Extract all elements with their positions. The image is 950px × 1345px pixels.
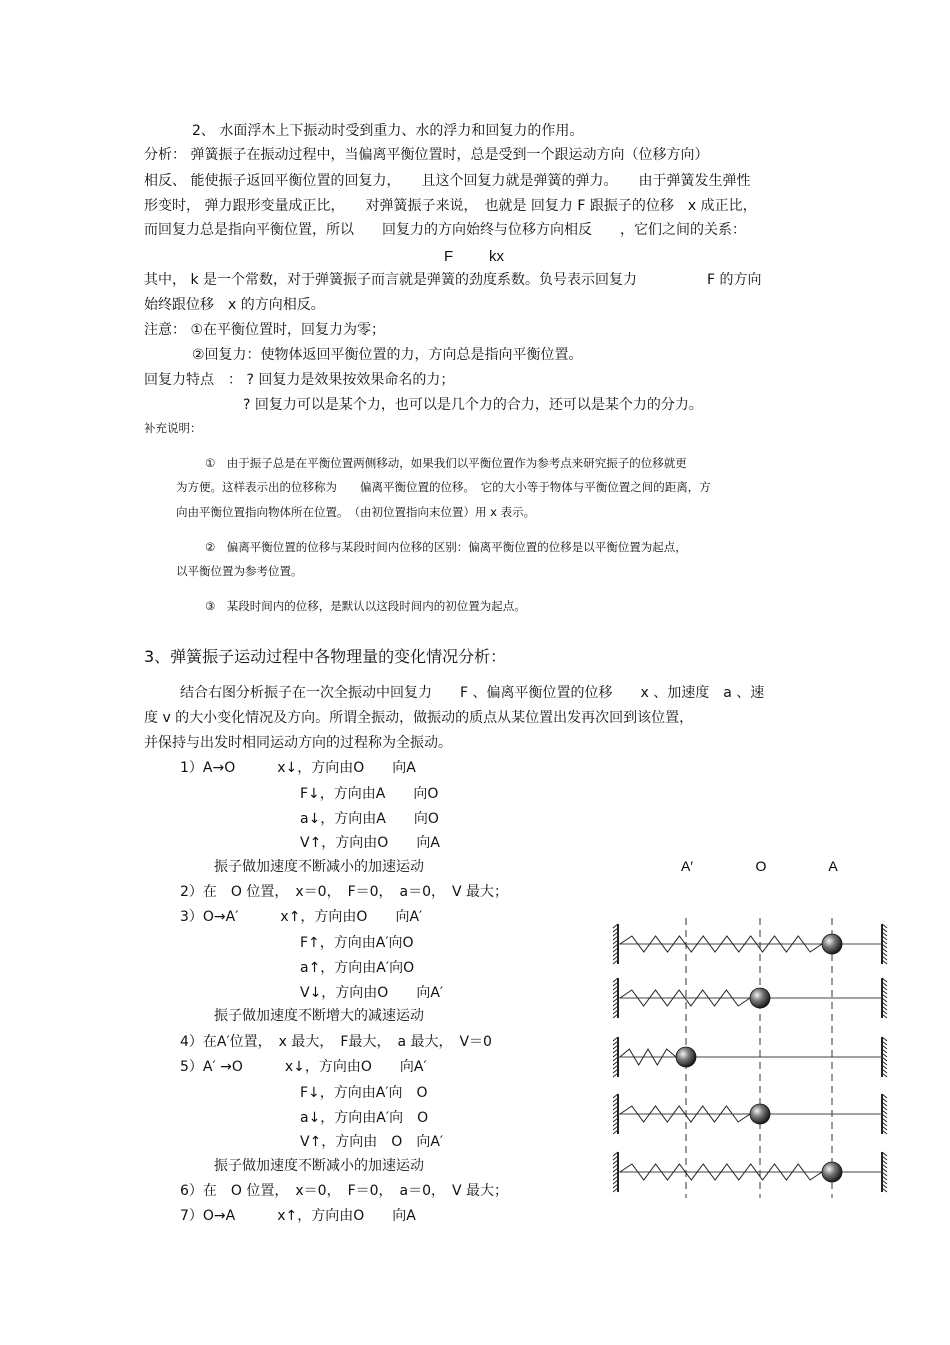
supplement-title: 补充说明： (144, 421, 202, 435)
step-line: 振子做加速度不断减小的加速运动 (214, 859, 424, 875)
supplement-line: 以平衡位置为参考位置。 (176, 564, 303, 578)
step-line: V↑，方向由 O 向A′ (300, 1134, 444, 1150)
oscillator-ball (676, 1047, 696, 1067)
supplement-line: ③ 某段时间内的位移，是默认以这段时间内的初位置为起点。 (205, 599, 526, 613)
formula-F: F (444, 248, 454, 265)
note-line: ? 回复力可以是某个力，也可以是几个力的合力，还可以是某个力的分力。 (243, 397, 703, 413)
section-heading: 3、弹簧振子运动过程中各物理量的变化情况分析： (144, 647, 507, 666)
note-line: 回复力特点 ： ? 回复力是效果按效果命名的力； (144, 372, 455, 388)
step-line: 振子做加速度不断增大的减速运动 (214, 1008, 424, 1024)
spring-oscillator-diagram (600, 855, 910, 1200)
step-line: 1）A→O x↓，方向由O 向A (180, 760, 416, 776)
analysis-line: 而回复力总是指向平衡位置，所以 回复力的方向始终与位移方向相反 ，它们之间的关系： (144, 222, 746, 238)
item-2: 2、 水面浮木上下振动时受到重力、水的浮力和回复力的作用。 (192, 123, 584, 139)
explain-line: 其中， k 是一个常数，对于弹簧振子而言就是弹簧的劲度系数。负号表示回复力 F 的方向 (144, 272, 762, 288)
step-line: V↑，方向由O 向A (300, 835, 440, 851)
spring (620, 936, 822, 952)
oscillator-ball (822, 1162, 842, 1182)
supplement-line: 向由平衡位置指向物体所在位置。 （由初位置指向末位置）用 x 表示。 (176, 505, 536, 519)
step-line: F↑，方向由A′向O (300, 935, 414, 951)
step-line: 振子做加速度不断减小的加速运动 (214, 1158, 424, 1174)
step-line: 4）在A′位置， x 最大， F最大， a 最大， V＝0 (180, 1034, 492, 1050)
step-line: 7）O→A x↑，方向由O 向A (180, 1208, 416, 1224)
supplement-line: ① 由于振子总是在平衡位置两侧移动，如果我们以平衡位置作为参考点来研究振子的位移就更 (205, 456, 687, 470)
supplement-line: 为方便。这样表示出的位移称为 偏离平衡位置的位移。 它的大小等于物体与平衡位置之间的距离，方 (176, 480, 711, 494)
step-line: 5）A′ →O x↓，方向由O 向A′ (180, 1059, 427, 1075)
note-line: 注意： ①在平衡位置时，回复力为零； (144, 322, 385, 338)
analysis-line: 相反、 能使振子返回平衡位置的回复力， 且这个回复力就是弹簧的弹力。 由于弹簧发生弹性 (144, 173, 751, 189)
explain-line: 始终跟位移 x 的方向相反。 (144, 297, 325, 313)
oscillator-ball (750, 988, 770, 1008)
section-paragraph: 并保持与出发时相同运动方向的过程称为全振动。 (144, 735, 452, 751)
note-line: ②回复力：使物体返回平衡位置的力，方向总是指向平衡位置。 (192, 347, 583, 363)
label-o: O (755, 858, 767, 874)
formula-kx: kx (489, 248, 504, 265)
analysis-line: 形变时， 弹力跟形变量成正比， 对弹簧振子来说， 也就是 回复力 F 跟振子的位移 x 成正比， (144, 198, 757, 214)
step-line: 2）在 O 位置， x＝0， F＝0， a＝0， V 最大； (180, 884, 509, 900)
step-line: 6）在 O 位置， x＝0， F＝0， a＝0， V 最大； (180, 1183, 509, 1199)
oscillator-ball (750, 1104, 770, 1124)
step-line: a↓，方向由A′向 O (300, 1110, 429, 1126)
step-line: a↑，方向由A′向O (300, 960, 415, 976)
step-line: a↓，方向由A 向O (300, 811, 439, 827)
step-line: F↓，方向由A 向O (300, 786, 439, 802)
section-paragraph: 结合右图分析振子在一次全振动中回复力 F 、偏离平衡位置的位移 x 、加速度 a 、速 (180, 685, 765, 701)
analysis-line: 分析： 弹簧振子在振动过程中，当偏离平衡位置时，总是受到一个跟运动方向（位移方向） (144, 147, 709, 163)
spring (620, 1164, 822, 1180)
section-paragraph: 度 v 的大小变化情况及方向。所谓全振动，做振动的质点从某位置出发再次回到该位置， (144, 710, 694, 726)
step-line: 3）O→A′ x↑，方向由O 向A′ (180, 909, 423, 925)
label-a-prime: A′ (681, 858, 693, 874)
step-line: V↓，方向由O 向A′ (300, 985, 444, 1001)
step-line: F↓，方向由A′向 O (300, 1085, 428, 1101)
label-a: A (828, 858, 838, 874)
oscillator-ball (822, 934, 842, 954)
supplement-line: ② 偏离平衡位置的位移与某段时间内位移的区别：偏离平衡位置的位移是以平衡位置为起点， (205, 540, 687, 554)
